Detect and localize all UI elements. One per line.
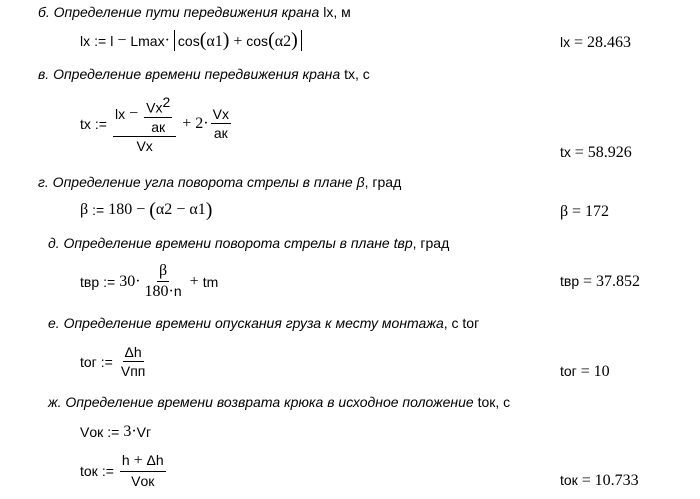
result-tvr[interactable]: tвр = 37.852 xyxy=(560,273,640,290)
formula-tog[interactable]: tог := $\frac{\Delta h}{\text{Vпп}}$ xyxy=(80,344,146,379)
result-tx[interactable]: tx = 58.926 xyxy=(560,144,632,161)
heading-b: б. Определение пути передвижения крана lx, м xyxy=(38,4,351,20)
fraction-beta-180n: $\frac{\beta}{180\cdot n}$ xyxy=(144,262,182,300)
formula-tvr[interactable]: tвр := 30 · $\frac{\beta}{180\cdot n}$ + tm xyxy=(80,262,219,300)
heading-zh: ж. Определение времени возврата крюка в исходное положение tок, с xyxy=(48,394,511,410)
heading-e: е. Определение времени опускания груза к месту монтажа, с tог xyxy=(48,315,480,331)
fraction-inner: $\frac{Vx^2}{ак}$ xyxy=(146,94,171,135)
formula-lx[interactable]: lx := l − Lmax · cos(α1) + cos(α2) xyxy=(80,30,302,51)
fraction-vx-ak: $\frac{Vx}{ак}$ xyxy=(212,106,229,142)
formula-vok[interactable]: Vок := 3 · Vг xyxy=(80,423,152,440)
formula-beta[interactable]: β := 180 − ( α2 − α1 ) xyxy=(80,199,213,221)
absolute-value: cos(α1) + cos(α2) xyxy=(174,30,302,51)
heading-g: г. Определение угла поворота стрелы в плане β, град xyxy=(38,174,402,190)
result-beta[interactable]: β = 172 xyxy=(560,203,609,220)
result-tog[interactable]: tог = 10 xyxy=(560,363,610,380)
result-lx[interactable]: lx = 28.463 xyxy=(560,34,631,51)
fraction-h-dh-vok: $\frac{h + \Delta h}{\text{Vок}}$ xyxy=(121,452,164,489)
fraction-main: lx − $\frac{Vx^2}{ак}$ Vx xyxy=(113,94,176,154)
fraction-dh-vpp: $\frac{\Delta h}{\text{Vпп}}$ xyxy=(120,344,146,379)
formula-tok[interactable]: tок := $\frac{h + \Delta h}{\text{Vок}}$ xyxy=(80,452,164,489)
heading-d: д. Определение времени поворота стрелы в плане tвр, град xyxy=(48,235,450,251)
formula-tx[interactable]: tx := lx − $\frac{Vx^2}{ак}$ Vx + 2 · $\frac{Vx}{ак}$ xyxy=(80,94,229,154)
heading-v: в. Определение времени передвижения крана tx, с xyxy=(38,66,370,82)
result-tok[interactable]: tок = 10.733 xyxy=(560,472,639,489)
